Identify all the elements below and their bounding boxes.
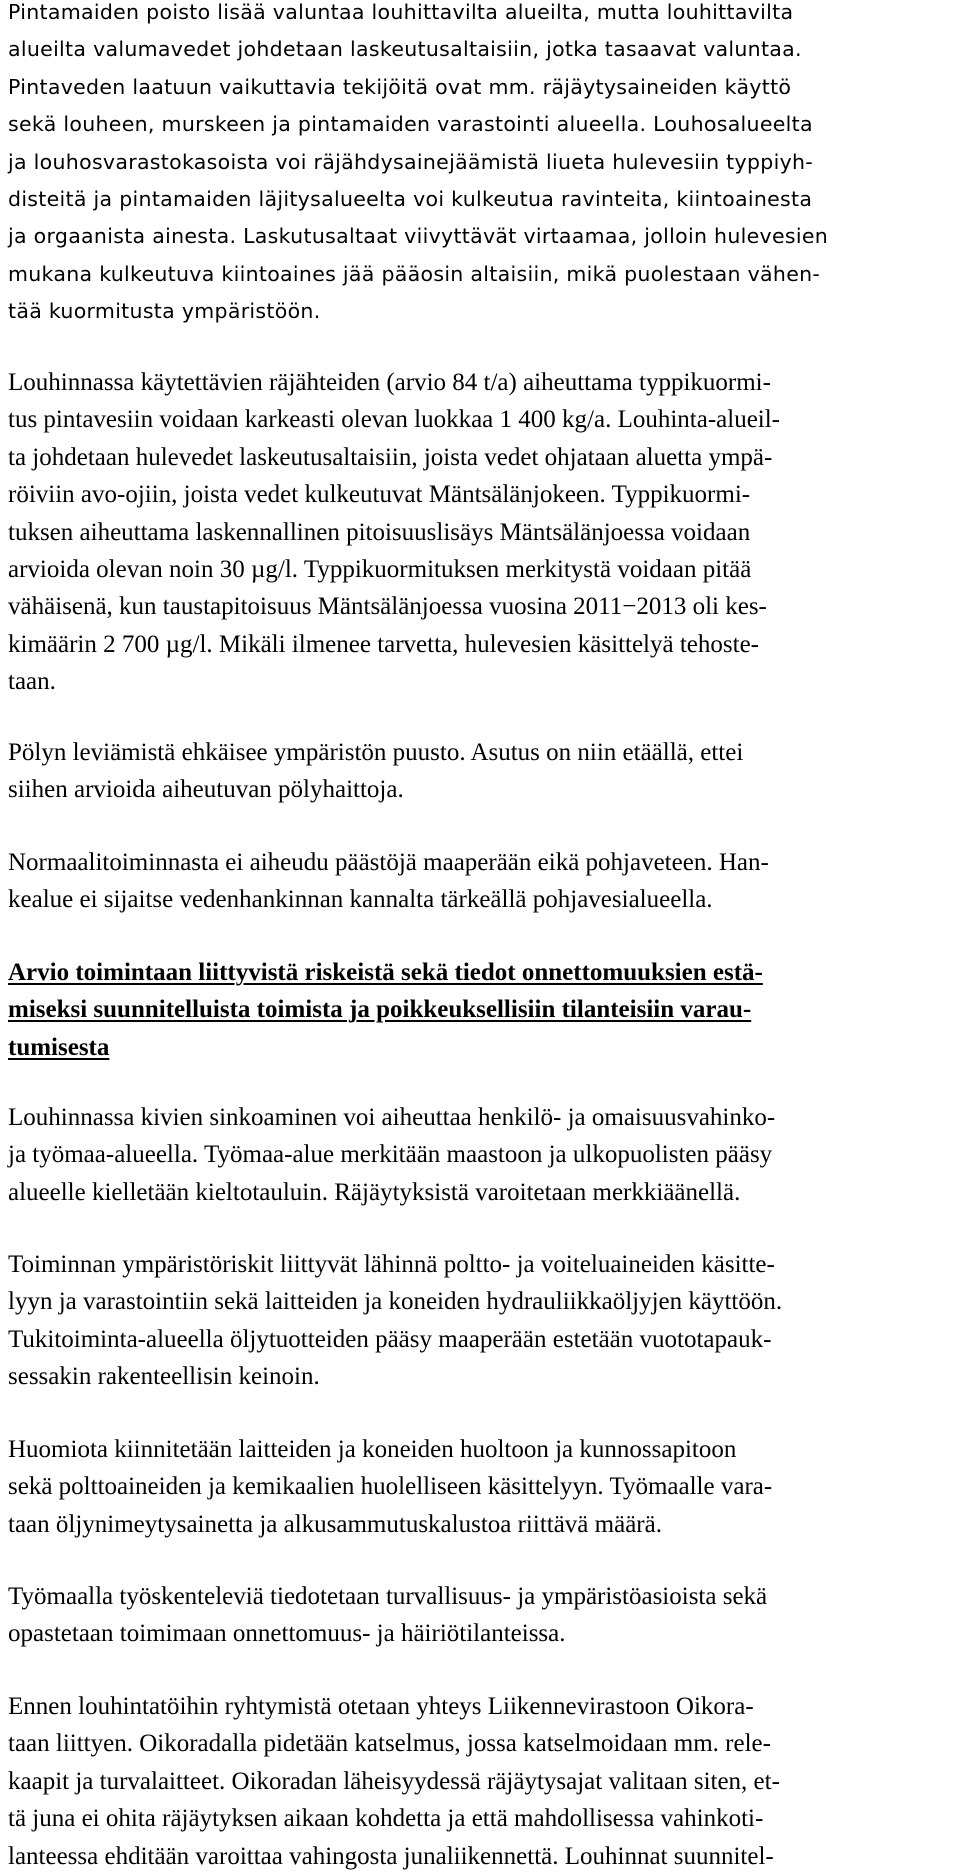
paragraph-environmental-risks: Toiminnan ympäristöriskit liittyvät lähinnä poltto- ja voiteluaineiden käsitte- lyyn ja varastointiin sekä laitteiden ja koneiden hydrauliikkaöljyjen käyttöön. Tukitoiminta-alueella öljytuotteiden pääsy maaperään estetään vuototapauk- sessakin rakenteellisin keinoin. <box>8 1251 783 1391</box>
paragraph-dust: Pölyn leviämistä ehkäisee ympäristön puusto. Asutus on niin etäällä, ettei siihen arvioida aiheutuvan pölyhaittoja. <box>8 739 744 804</box>
paragraph-surface-water-runoff: Pintamaiden poisto lisää valuntaa louhittavilta alueilta, mutta louhittavilta alueilta valumavedet johdetaan laskeutusaltaisiin, jotka tasaavat valuntaa. Pintaveden laatuun vaikuttavia tekijöitä ovat mm. räjäytysaineiden käyttö sekä louheen, murskeen ja pintamaiden varastointi alueella. Louhosalueelta ja louhosvarastokasoista voi räjähdysainejäämistä liueta hulevesiin typpiyh- disteitä ja pintamaiden läjitysalueelta voi kulkeutua ravinteita, kiintoainesta ja orgaanista ainesta. Laskutusaltaat viivyttävät virtaamaa, jolloin hulevesien mukana kulkeutuva kiintoaines jää pääosin altaisiin, mikä puolestaan vähen- tää kuormitusta ympäristöön. <box>8 0 829 324</box>
paragraph-rock-projection: Louhinnassa kivien sinkoaminen voi aiheuttaa henkilö- ja omaisuusvahinko- ja työmaa-alueella. Työmaa-alue merkitään maastoon ja ulkopuolisten pääsy alueelle kielletään kieltotauluin. Räjäytyksistä varoitetaan merkkiäänellä. <box>8 1104 776 1206</box>
paragraph-railway: Ennen louhintatöihin ryhtymistä otetaan yhteys Liikennevirastoon Oikora- taan liittyen. Oikoradalla pidetään katselmus, jossa katselmoidaan mm. rele- kaapit ja turvalaitteet. Oikoradan läheisyydessä räjäytysajat valitaan siten, et- tä juna ei ohita räjäytyksen aikaan kohdetta ja että mahdollisessa vahinkoti- lanteessa ehditään varoittaa vahingosta junaliikennettä. Louhinnat suunnitel- <box>8 1693 780 1870</box>
section-heading-risks: Arvio toimintaan liittyvistä riskeistä sekä tiedot onnettomuuksien estä- miseksi suunnitelluista toimista ja poikkeuksellisiin tilanteisiin varau- tumisesta <box>8 959 763 1061</box>
paragraph-worker-information: Työmaalla työskenteleviä tiedotetaan turvallisuus- ja ympäristöasioista sekä opastetaan toimimaan onnettomuus- ja häiriötilanteissa. <box>8 1583 768 1648</box>
paragraph-soil-groundwater: Normaalitoiminnasta ei aiheudu päästöjä maaperään eikä pohjaveteen. Han- kealue ei sijaitse vedenhankinnan kannalta tärkeällä pohjavesialueella. <box>8 849 769 914</box>
paragraph-maintenance: Huomiota kiinnitetään laitteiden ja koneiden huoltoon ja kunnossapitoon sekä polttoaineiden ja kemikaalien huolelliseen käsittelyyn. Työmaalle vara- taan öljynimeytysainetta ja alkusammutuskalustoa riittävä määrä. <box>8 1436 773 1538</box>
paragraph-nitrogen-load: Louhinnassa käytettävien räjähteiden (arvio 84 t/a) aiheuttama typpikuormi- tus pintavesiin voidaan karkeasti olevan luokkaa 1 400 kg/a. Louhinta-alueil- ta johdetaan hulevedet laskeutusaltaisiin, joista vedet ohjataan aluetta ympä- röiviin avo-ojiin, joista vedet kulkeutuvat Mäntsälänjokeen. Typpikuormi- tuksen aiheuttama laskennallinen pitoisuuslisäys Mäntsälänjoessa voidaan arvioida olevan noin 30 µg/l. Typpikuormituksen merkitystä voidaan pitää vähäisenä, kun taustapitoisuus Mäntsälänjoessa vuosina 2011−2013 oli kes- kimäärin 2 700 µg/l. Mikäli ilmenee tarvetta, hulevesien käsittelyä tehoste- taan. <box>8 369 781 696</box>
